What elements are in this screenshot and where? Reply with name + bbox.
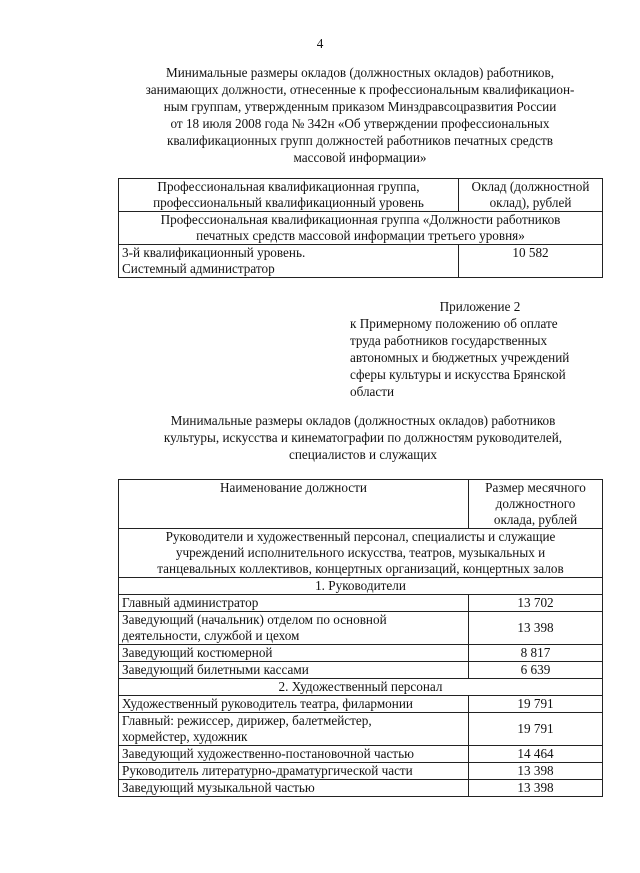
- position-cell: Заведующий музыкальной частью: [119, 780, 469, 797]
- appendix-line: к Примерному положению об оплате: [350, 316, 558, 331]
- salary-cell: 10 582: [459, 245, 603, 278]
- table-row: [119, 746, 603, 763]
- header-cell-salary: Размер месячного должностного оклада, рублей: [469, 480, 603, 529]
- title-line: массовой информации»: [293, 150, 427, 165]
- salary-table-culture: [118, 479, 603, 797]
- title-line: квалификационных групп должностей работников печатных средств: [166, 133, 554, 148]
- salary-cell: 8 817: [469, 645, 603, 662]
- position-cell: Заведующий художественно-постановочной частью: [119, 746, 469, 763]
- position-cell: Художественный руководитель театра, филармонии: [119, 696, 469, 713]
- table-row: [119, 696, 603, 713]
- title-line: ным группам, утвержденным приказом Минздравсоцразвития России: [163, 99, 557, 114]
- section-heading: 1. Руководители: [119, 578, 603, 595]
- position-cell: Главный: режиссер, дирижер, балетмейстер, хормейстер, художник: [119, 713, 469, 746]
- table-row: [119, 780, 603, 797]
- table-header-row: [119, 179, 603, 212]
- group-cell: Профессиональная квалификационная группа «Должности работников печатных средств массовой информации третьего уровня»: [119, 212, 603, 245]
- title-line: Минимальные размеры окладов (должностных окладов) работников: [170, 413, 556, 428]
- document-title-1: [120, 64, 600, 166]
- salary-cell: 6 639: [469, 662, 603, 679]
- title-line: культуры, искусства и кинематографии по должностям руководителей,: [163, 430, 563, 445]
- title-line: от 18 июля 2008 года № 342н «Об утверждении профессиональных: [170, 116, 550, 131]
- salary-cell: 13 702: [469, 595, 603, 612]
- position-cell: Заведующий (начальник) отделом по основной деятельности, службой и цехом: [119, 612, 469, 645]
- table-group-row: [119, 212, 603, 245]
- appendix-line: автономных и бюджетных учреждений: [350, 350, 570, 365]
- appendix-line: труда работников государственных: [350, 333, 548, 348]
- salary-cell: 14 464: [469, 746, 603, 763]
- header-cell-group: Профессиональная квалификационная группа, профессиональный квалификационный уровень: [119, 179, 459, 212]
- section-row: [119, 578, 603, 595]
- appendix-line: области: [350, 384, 395, 399]
- table-row: [119, 662, 603, 679]
- title-line: Минимальные размеры окладов (должностных окладов) работников,: [165, 65, 555, 80]
- table-row: [119, 645, 603, 662]
- group-cell: Руководители и художественный персонал, специалисты и служащие учреждений исполнительного искусства, театров, музыкальных и танцевальных коллективов, концертных организаций, концертных залов: [119, 529, 603, 578]
- page-number: 4: [316, 36, 324, 51]
- header-cell-salary: Оклад (должностной оклад), рублей: [459, 179, 603, 212]
- table-row: [119, 612, 603, 645]
- position-cell: Руководитель литературно-драматургической части: [119, 763, 469, 780]
- document-title-2: [118, 412, 608, 463]
- section-row: [119, 679, 603, 696]
- position-cell: Заведующий билетными кассами: [119, 662, 469, 679]
- appendix-line: сферы культуры и искусства Брянской: [350, 367, 566, 382]
- salary-cell: 19 791: [469, 696, 603, 713]
- section-heading: 2. Художественный персонал: [119, 679, 603, 696]
- salary-table-print-media: [118, 178, 603, 278]
- appendix-note: [350, 298, 610, 400]
- table-row: [119, 713, 603, 746]
- table-header-row: [119, 480, 603, 529]
- position-cell: 3-й квалификационный уровень. Системный администратор: [119, 245, 459, 278]
- salary-cell: 13 398: [469, 780, 603, 797]
- table-row: [119, 595, 603, 612]
- table-group-row: [119, 529, 603, 578]
- salary-cell: 13 398: [469, 612, 603, 645]
- header-cell-position: Наименование должности: [119, 480, 469, 529]
- appendix-title: Приложение 2: [439, 299, 521, 314]
- table-row: [119, 763, 603, 780]
- title-line: занимающих должности, отнесенные к профессиональным квалификацион-: [145, 82, 575, 97]
- position-cell: Заведующий костюмерной: [119, 645, 469, 662]
- position-cell: Главный администратор: [119, 595, 469, 612]
- table-row: [119, 245, 603, 278]
- salary-cell: 19 791: [469, 713, 603, 746]
- title-line: специалистов и служащих: [288, 447, 438, 462]
- salary-cell: 13 398: [469, 763, 603, 780]
